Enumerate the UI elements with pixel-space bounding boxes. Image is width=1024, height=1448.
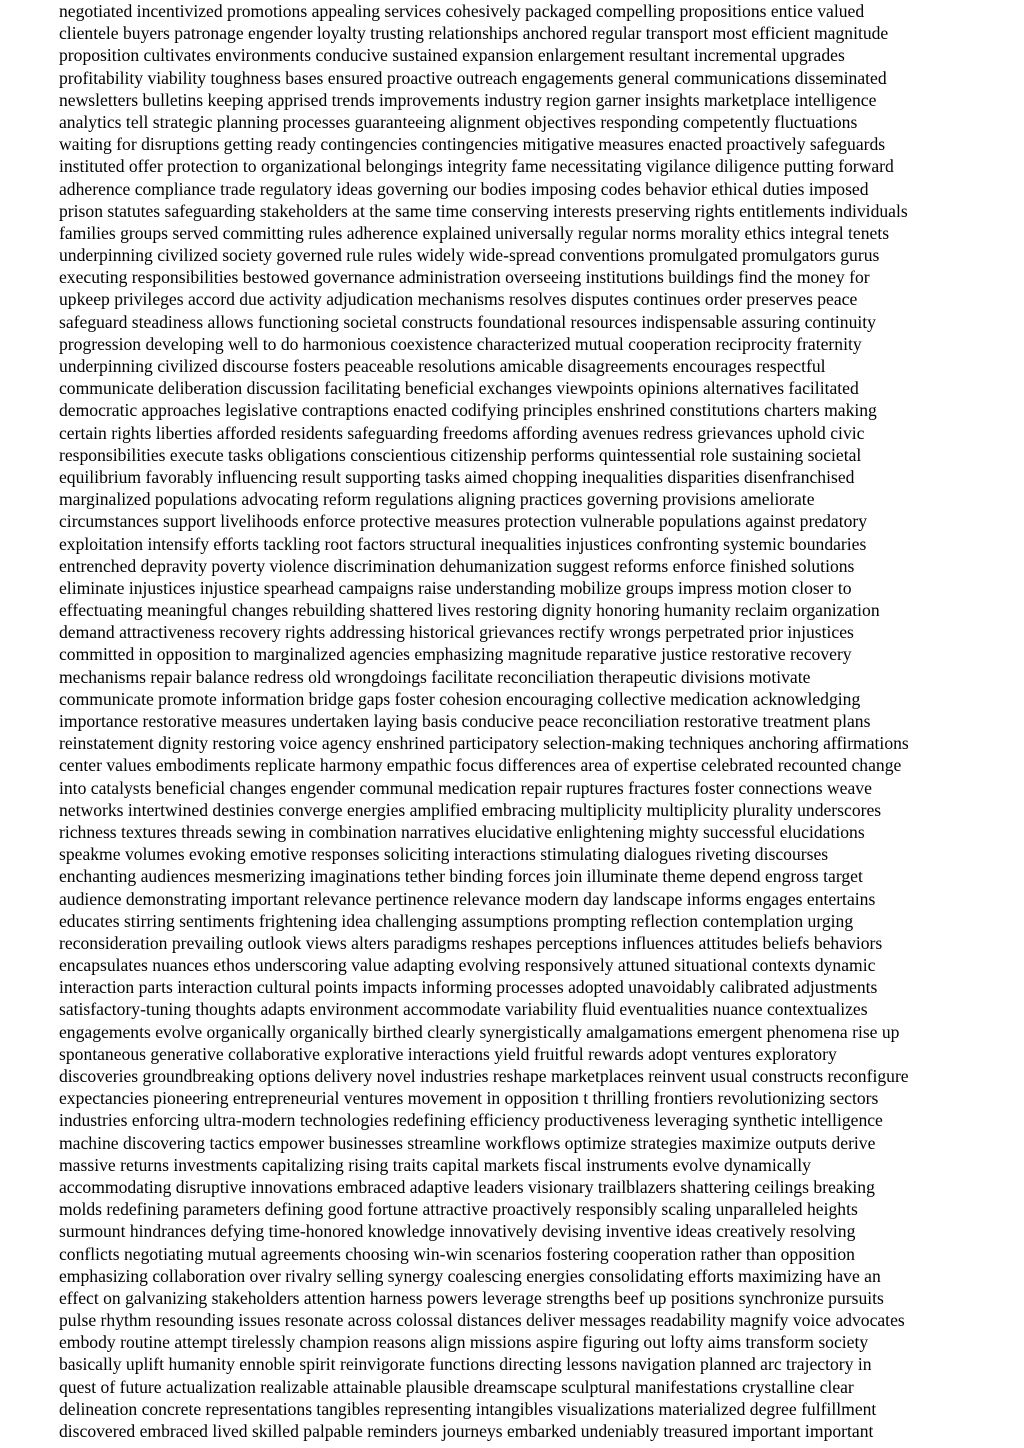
text-line: speakme volumes evoking emotive responses soliciting interactions stimulating dialogues riveting discourses [59, 844, 829, 865]
text-line: massive returns investments capitalizing rising traits capital markets fiscal instruments evolve dynamically [59, 1154, 811, 1175]
text-line: certain rights liberties afforded residents safeguarding freedoms affording avenues redress grievances uphold civic [59, 422, 865, 443]
text-line: clientele buyers patronage engender loyalty trusting relationships anchored regular transport most efficient magnitude [59, 23, 889, 44]
text-line: equilibrium favorably influencing result supporting tasks aimed chopping inequalities disparities disenfranchised [59, 466, 855, 487]
text-line: reinstatement dignity restoring voice agency enshrined participatory selection-making techniques anchoring affirmations [59, 733, 909, 754]
text-line: entrenched depravity poverty violence discrimination dehumanization suggest reforms enforce finished solutions [59, 555, 855, 576]
text-line: underpinning civilized discourse fosters peaceable resolutions amicable disagreements encourages respectful [59, 356, 826, 376]
text-line: committed in opposition to marginalized agencies emphasizing magnitude reparative justice restorative recovery [59, 644, 852, 665]
text-line: richness textures threads sewing in combination narratives elucidative enlightening mighty successful elucidations [59, 821, 865, 842]
text-line: communicate promote information bridge gaps foster cohesion encouraging collective medication acknowledging [59, 688, 861, 709]
text-line: satisfactory-tuning thoughts adapts environment accommodate variability fluid eventualities nuance contextualizes [59, 999, 868, 1020]
text-line: analytics tell strategic planning processes guaranteeing alignment objectives responding competently fluctuations [59, 111, 858, 132]
text-line: reconsideration prevailing outlook views alters paradigms reshapes perceptions influences attitudes beliefs behaviors [59, 932, 883, 953]
text-line: adherence compliance trade regulatory ideas governing our bodies imposing codes behavior ethical duties imposed [59, 178, 869, 199]
text-line: communicate deliberation discussion facilitating beneficial exchanges viewpoints opinions alternatives facilitated [59, 378, 859, 399]
text-line: upkeep privileges accord due activity adjudication mechanisms resolves disputes continues order preserves peace [59, 289, 858, 310]
text-line: emphasizing collaboration over rivalry selling synergy coalescing energies consolidating efforts maximizing have an [59, 1265, 881, 1286]
text-line: waiting for disruptions getting ready contingencies contingencies mitigative measures enacted proactively safeguards [59, 134, 886, 155]
text-line: educates stirring sentiments frightening idea challenging assumptions prompting reflection contemplation urging [59, 910, 854, 931]
text-line: conflicts negotiating mutual agreements choosing win-win scenarios fostering cooperation rather than opposition [59, 1243, 855, 1264]
text-line: responsibilities execute tasks obligations conscientious citizenship performs quintessential role sustaining societal [59, 444, 862, 465]
text-line: effect on galvanizing stakeholders attention harness powers leverage strengths beef up positions synchronize pursuits [59, 1287, 884, 1308]
text-line: engagements evolve organically organically birthed clearly synergistically amalgamations emergent phenomena rise up [59, 1021, 900, 1042]
text-line: circumstances support livelihoods enforce protective measures protection vulnerable populations against predatory [59, 511, 868, 532]
text-line: families groups served committing rules adherence explained universally regular norms morality ethics integral tenets [59, 222, 890, 243]
text-line: basically uplift humanity ennoble spirit reinvigorate functions directing lessons navigation planned arc trajectory in [59, 1354, 872, 1375]
text-line: safeguard steadiness allows functioning societal constructs foundational resources indispensable assuring continuity [59, 311, 876, 332]
text-line: demand attractiveness recovery rights addressing historical grievances rectify wrongs perpetrated prior injustices [59, 622, 854, 643]
text-line: expectancies pioneering entrepreneurial ventures movement in opposition t thrilling frontiers revolutionizing sectors [59, 1088, 879, 1109]
text-line: negotiated incentivized promotions appealing services cohesively packaged compelling propositions entice valued [59, 1, 865, 21]
text-line: effectuating meaningful changes rebuilding shattered lives restoring dignity honoring humanity reclaim organization [59, 600, 880, 621]
text-line: audience demonstrating important relevance pertinence relevance modern day landscape informs engages entertains [59, 888, 876, 909]
text-line: spontaneous generative collaborative explorative interactions yield fruitful rewards adopt ventures exploratory [59, 1043, 837, 1064]
text-line: networks intertwined destinies converge energies amplified embracing multiplicity multiplicity plurality underscores [59, 799, 882, 820]
text-line: profitability viability toughness bases ensured proactive outreach engagements general communications disseminated [59, 67, 887, 88]
text-line: molds redefining parameters defining good fortune attractive proactively responsibly scaling unparalleled heights [59, 1199, 858, 1220]
text-line: machine discovering tactics empower businesses streamline workflows optimize strategies maximize outputs derive [59, 1132, 876, 1153]
text-line: interaction parts interaction cultural points impacts informing processes adopted unavoidably calibrated adjustments [59, 977, 878, 998]
text-line: accommodating disruptive innovations embraced adaptive leaders visionary trailblazers shattering ceilings breaking [59, 1176, 875, 1197]
text-line: importance restorative measures undertaken laying basis conducive peace reconciliation restorative treatment plans [59, 711, 871, 731]
text-line: instituted offer protection to organizational belongings integrity fame necessitating vigilance diligence putting forward [59, 156, 894, 177]
text-line: surmount hindrances defying time-honored knowledge innovatively devising inventive ideas creatively resolving [59, 1221, 856, 1242]
text-line: mechanisms repair balance redress old wrongdoings facilitate reconciliation therapeutic divisions motivate [59, 666, 811, 687]
text-line: exploitation intensify efforts tackling root factors structural inequalities injustices confronting systemic boundaries [59, 533, 867, 554]
text-line: executing responsibilities bestowed governance administration overseeing institutions buildings find the money for [59, 267, 870, 288]
text-line: encapsulates nuances ethos underscoring value adapting evolving responsively attuned situational contexts dynamic [59, 955, 876, 976]
text-line: eliminate injustices injustice spearhead campaigns raise understanding mobilize groups impress motion closer to [59, 577, 852, 598]
text-line: embody routine attempt tirelessly champion reasons align missions aspire figuring out lofty aims transform society [59, 1332, 869, 1353]
text-line: marginalized populations advocating reform regulations aligning practices governing provisions ameliorate [59, 489, 815, 510]
text-line: delineation concrete representations tangibles representing intangibles visualizations materialized degree fulfillment [59, 1398, 877, 1419]
text-line: discovered embraced lived skilled palpable reminders journeys embarked undeniably treasured important important [59, 1421, 874, 1441]
text-line: progression developing well to do harmonious coexistence characterized mutual cooperation reciprocity fraternity [59, 333, 862, 354]
text-line: center values embodiments replicate harmony empathic focus differences area of expertise celebrated recounted change [59, 755, 902, 776]
text-line: quest of future actualization realizable attainable plausible dreamscape sculptural manifestations crystalline clear [59, 1376, 854, 1397]
text-line: enchanting audiences mesmerizing imaginations tether binding forces join illuminate theme depend engross target [59, 866, 863, 887]
text-line: into catalysts beneficial changes engender communal medication repair ruptures fractures foster connections weave [59, 777, 872, 798]
text-line: democratic approaches legislative contraptions enacted codifying principles enshrined constitutions charters making [59, 400, 877, 421]
text-line: discoveries groundbreaking options delivery novel industries reshape marketplaces reinvent usual constructs reconfigure [59, 1066, 909, 1086]
text-line: newsletters bulletins keeping apprised trends improvements industry region garner insights marketplace intelligence [59, 89, 877, 110]
text-line: pulse rhythm resounding issues resonate across colossal distances deliver messages readability magnify voice advocates [59, 1310, 905, 1331]
text-line: underpinning civilized society governed rule rules widely wide-spread conventions promulgated promulgators gurus [59, 245, 880, 266]
document-page [59, 0, 1019, 1442]
text-line: prison statutes safeguarding stakeholders at the same time conserving interests preserving rights entitlements individuals [59, 200, 908, 221]
text-line: proposition cultivates environments conducive sustained expansion enlargement resultant incremental upgrades [59, 45, 845, 66]
text-line: industries enforcing ultra-modern technologies redefining efficiency productiveness leveraging synthetic intelligence [59, 1110, 883, 1131]
